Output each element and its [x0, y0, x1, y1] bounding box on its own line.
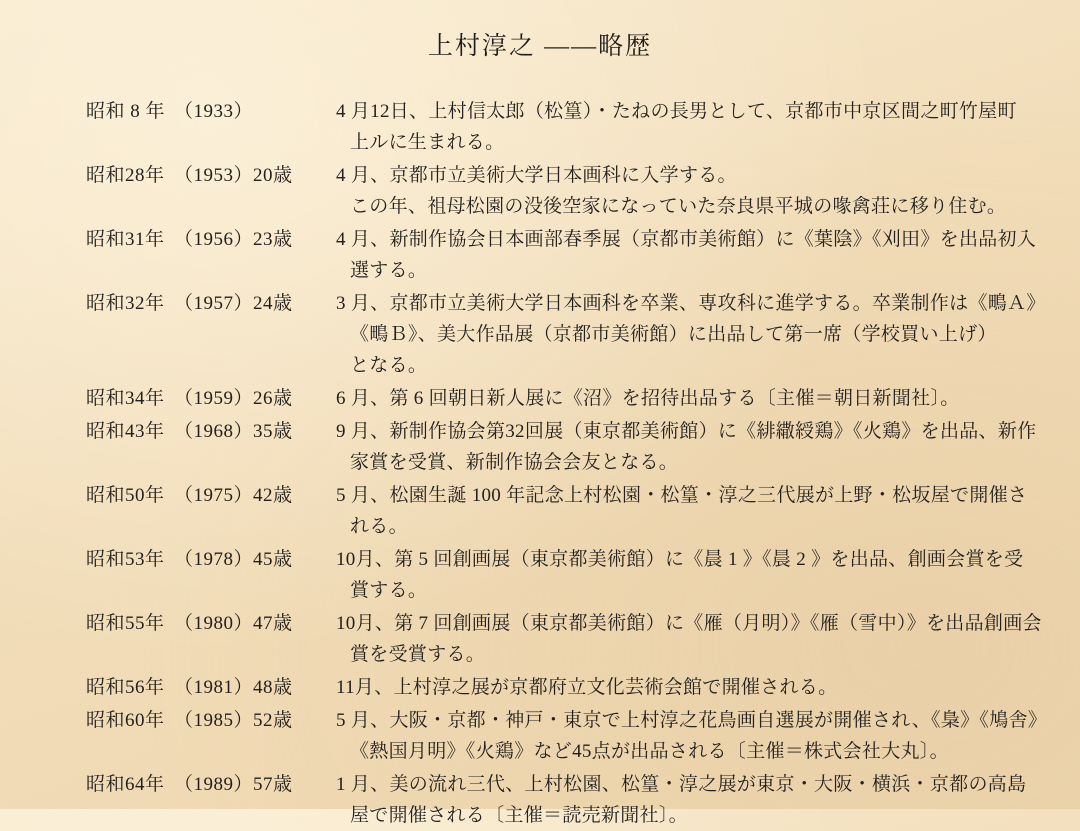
age-value: 57歳 [253, 774, 293, 795]
entry-line: 《熱国月明》《火鶏》など45点が出品される〔主催＝株式会社大丸〕。 [350, 741, 949, 762]
chronology-entry [86, 705, 1048, 767]
chronology-entry [86, 416, 1036, 478]
entry-date [86, 416, 336, 447]
entry-date [86, 288, 336, 319]
era-year: 昭和28年 [86, 165, 165, 186]
entry-line: れる。 [350, 516, 408, 537]
entry-date [86, 672, 336, 703]
era-year: 昭和43年 [86, 421, 165, 442]
era-year: 昭和56年 [86, 677, 165, 698]
western-year: （1978） [174, 549, 254, 570]
chronology-entry [86, 769, 1036, 831]
chronology-entry [86, 288, 1046, 381]
entry-body [336, 544, 1036, 606]
chronology-list [0, 96, 1080, 831]
age-value: 48歳 [253, 677, 293, 698]
entry-line: 3 月、京都市立美術大学日本画科を卒業、専攻科に進学する。卒業制作は《鴫Ａ》 [336, 293, 1046, 314]
age-value: 26歳 [253, 388, 293, 409]
age-value: 47歳 [253, 613, 293, 634]
entry-line: この年、祖母松園の没後空家になっていた奈良県平城の喙禽荘に移り住む。 [350, 196, 1007, 217]
entry-line: 賞を受賞する。 [350, 644, 486, 665]
entry-body [336, 705, 1047, 767]
entry-date [86, 480, 336, 511]
chronology-entry [86, 160, 1036, 222]
entry-body [336, 480, 1036, 542]
entry-date [86, 96, 336, 127]
entry-body [336, 160, 1036, 222]
entry-line: 家賞を受賞、新制作協会会友となる。 [350, 452, 679, 473]
entry-line: 上ルに生まれる。 [350, 132, 505, 153]
page-title: 上村淳之 ——略歴 [427, 33, 653, 60]
entry-body [336, 288, 1046, 381]
chronology-entry [86, 224, 1036, 286]
chronology-entry [86, 672, 1036, 703]
entry-date [86, 160, 336, 191]
entry-date [86, 544, 336, 575]
western-year: （1981） [174, 677, 254, 698]
chronology-entry [86, 608, 1042, 670]
era-year: 昭和60年 [86, 710, 165, 731]
age-value: 52歳 [253, 710, 293, 731]
entry-line: 6 月、第 6 回朝日新人展に《沼》を招待出品する〔主催＝朝日新聞社〕。 [336, 388, 960, 409]
chronology-entry [86, 544, 1036, 606]
age-value: 24歳 [253, 293, 293, 314]
entry-line: 4 月、新制作協会日本画部春季展（京都市美術館）に《葉陰》《刈田》を出品初入 [336, 229, 1037, 250]
era-year: 昭和32年 [86, 293, 165, 314]
western-year: （1959） [174, 388, 254, 409]
entry-line: となる。 [350, 355, 428, 376]
entry-line: 屋で開催される〔主催＝読売新聞社〕。 [350, 805, 688, 826]
western-year: （1957） [174, 293, 254, 314]
entry-line: 5 月、大阪・京都・神戸・東京で上村淳之花鳥画自選展が開催され、《梟》《鳩舎》 [336, 710, 1048, 731]
era-year: 昭和 8 年 [86, 101, 166, 122]
western-year: （1975） [174, 485, 254, 506]
age-value: 42歳 [253, 485, 293, 506]
era-year: 昭和64年 [86, 774, 165, 795]
entry-line: 《鴫Ｂ》、美大作品展（京都市美術館）に出品して第一席（学校買い上げ） [350, 324, 997, 345]
chronology-entry [86, 96, 1036, 158]
western-year: （1933） [174, 101, 254, 122]
age-value: 35歳 [253, 421, 293, 442]
era-year: 昭和55年 [86, 613, 165, 634]
entry-date [86, 224, 336, 255]
entry-body [336, 608, 1042, 670]
entry-body [336, 383, 1036, 414]
western-year: （1985） [174, 710, 254, 731]
entry-body [336, 416, 1036, 478]
era-year: 昭和50年 [86, 485, 165, 506]
chronology-entry [86, 383, 1036, 414]
chronology-entry [86, 480, 1036, 542]
entry-line: 5 月、松園生誕 100 年記念上村松園・松篁・淳之三代展が上野・松坂屋で開催さ [336, 485, 1028, 506]
entry-body [336, 224, 1036, 286]
entry-line: 9 月、新制作協会第32回展（東京都美術館）に《緋繖綬鶏》《火鶏》を出品、新作 [336, 421, 1037, 442]
entry-line: 4 月、京都市立美術大学日本画科に入学する。 [336, 165, 737, 186]
western-year: （1980） [174, 613, 254, 634]
entry-body [336, 769, 1036, 831]
entry-line: 選する。 [350, 260, 428, 281]
entry-line: 10月、第 5 回創画展（東京都美術館）に《晨 1 》《晨 2 》を出品、創画会賞を受 [336, 549, 1024, 570]
age-value: 20歳 [253, 165, 293, 186]
entry-body [336, 672, 1036, 703]
entry-date [86, 705, 336, 736]
age-value: 23歳 [253, 229, 293, 250]
entry-body [336, 96, 1036, 158]
entry-line: 10月、第 7 回創画展（東京都美術館）に《雁（月明）》《雁（雪中）》を出品創画会 [336, 613, 1042, 634]
entry-date [86, 608, 336, 639]
western-year: （1989） [174, 774, 254, 795]
age-value: 45歳 [253, 549, 293, 570]
era-year: 昭和34年 [86, 388, 165, 409]
entry-line: 11月、上村淳之展が京都府立文化芸術会館で開催される。 [336, 677, 838, 698]
western-year: （1968） [174, 421, 254, 442]
entry-date [86, 769, 336, 800]
entry-line: 1 月、美の流れ三代、上村松園、松篁・淳之展が東京・大阪・横浜・京都の高島 [336, 774, 1027, 795]
entry-line: 4 月12日、上村信太郎（松篁）・たねの長男として、京都市中京区間之町竹屋町 [336, 101, 1017, 122]
age-value [253, 96, 309, 127]
entry-line: 賞する。 [350, 580, 428, 601]
era-year: 昭和31年 [86, 229, 165, 250]
era-year: 昭和53年 [86, 549, 165, 570]
entry-date [86, 383, 336, 414]
western-year: （1953） [174, 165, 254, 186]
western-year: （1956） [174, 229, 254, 250]
